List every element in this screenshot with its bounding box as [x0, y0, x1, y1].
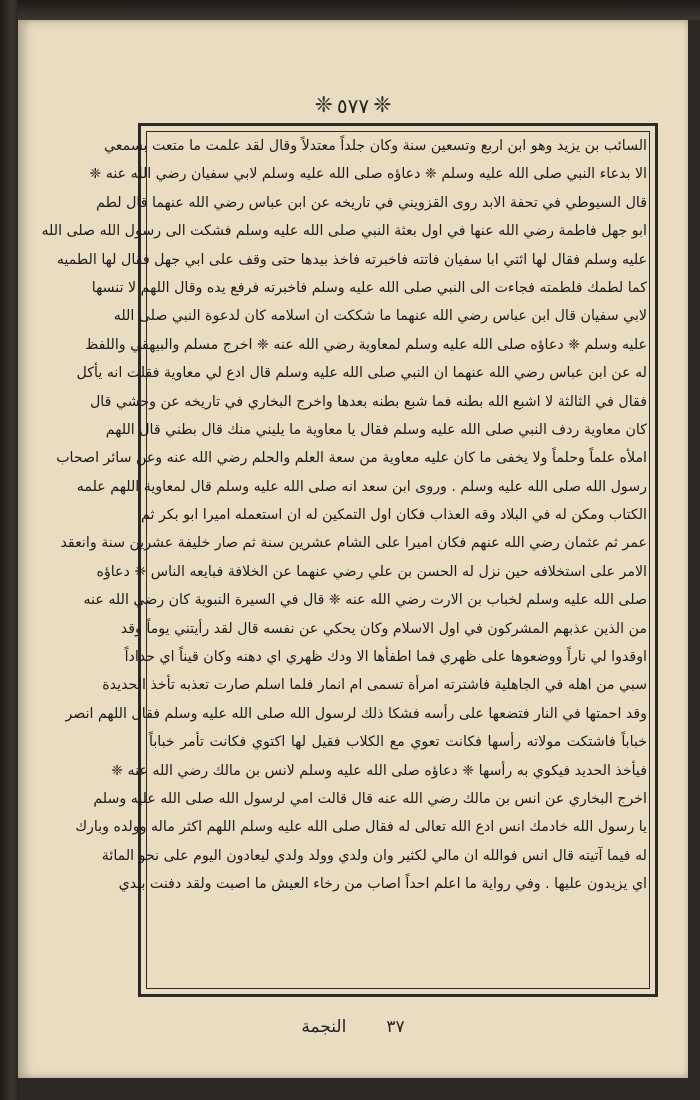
text-frame [41, 123, 658, 997]
text-line: عمر ثم عثمان رضي الله عنهم فكان اميرا على الشام عشرين سنة ثم صار خليفة عشرين سنة وانعقد [60, 535, 647, 552]
text-line: فيأخذ الحديد فيكوي به رأسها ❈ دعاؤه صلى الله عليه وسلم لانس بن مالك رضي الله عنه ❈ [111, 762, 647, 779]
page-footer [18, 1012, 688, 1042]
footer-title: النجمة [301, 1017, 347, 1037]
text-line: عليه وسلم فقال لها ائتي ابا سفيان فاتته فاخبرته فاخذ بيدها حتى وقف على ابي جهل فقال لها الطميه [56, 251, 647, 268]
text-line: من الذين عذبهم المشركون في اول الاسلام وكان يحكي عن نفسه قال لقد رأيتني يوماً وقد [120, 620, 647, 637]
ornament-left-icon: ❈ [314, 93, 333, 118]
text-line: لابي سفيان قال ابن عباس رضي الله عنهما ما شككت ان اسلامه كان لدعوة النبي صلى الله [113, 308, 647, 325]
text-line: فقال في الثالثة لا اشبع الله بطنه فما شبع بطنه بعدها واخرج البخاري في تاريخه عن وحشي قال [89, 393, 647, 410]
text-line: الا بدعاء النبي صلى الله عليه وسلم ❈ دعاؤه صلى الله عليه وسلم لابي سفيان رضي الله عنه ❈ [89, 166, 647, 183]
footer-signature: ٣٧ [386, 1017, 405, 1037]
page-top-edge [18, 0, 700, 20]
text-line: صلى الله عليه وسلم لخباب بن الارت رضي الله عنه ❈ قال في السيرة النبوية كان رضي الله عنه [83, 592, 647, 609]
text-line: السائب بن يزيد وهو ابن اربع وتسعين سنة وكان جلداً معتدلاً وقال لقد علمت ما متعت بسمعي [103, 138, 647, 154]
text-line: ابو جهل فاطمة رضي الله عنها في اول بعثة النبي صلى الله عليه وسلم فشكت الى رسول الله صلى الله [41, 223, 647, 240]
text-line: رسول الله صلى الله عليه وسلم . وروى ابن سعد انه صلى الله عليه وسلم قال لمعاوية اللهم علمه [76, 478, 647, 495]
text-line: قال السيوطي في تحفة الابد روى القزويني في تاريخه عن ابن عباس رضي الله عنهما قال لطم [96, 194, 647, 211]
text-line: كما لطمك فلطمته فجاءت الى النبي صلى الله عليه وسلم فاخبرته فرفع يده وقال اللهم لا تنسها [91, 279, 647, 296]
text-line: خباباً فاشتكت مولاته رأسها فكانت تعوي مع الكلاب فقيل لها اكتوي فكانت تأمر خباباً [149, 734, 647, 751]
text-line: يا رسول الله خادمك انس ادع الله تعالى له فقال صلى الله عليه وسلم اللهم اكثر ماله وولده وبارك [75, 819, 647, 836]
ornament-right-icon: ❈ [373, 93, 392, 118]
body-text [41, 132, 647, 988]
text-line: اوقدوا لي ناراً ووضعوها على ظهري فما اطفأها الا ودك ظهري اي دهنه وكان قيناً اي حداداً [124, 649, 647, 666]
text-line: الكتاب ومكن له في البلاد وقه العذاب فكان اول التمكين له ان استعمله اميرا ابو بكر ثم [141, 507, 647, 524]
text-line: وقد احمتها في النار فتضعها على رأسه فشكا ذلك لرسول الله صلى الله عليه وسلم فقال اللهم انصر [65, 705, 647, 722]
text-line: اخرج البخاري عن انس بن مالك رضي الله عنه قال قالت امي لرسول الله صلى الله عليه وسلم [93, 790, 647, 807]
text-line: اي يزيدون عليها . وفي رواية ما اعلم احداً اصاب من رخاء العيش ما اصبت ولقد دفنت بيدي [118, 876, 647, 893]
text-line: كان معاوية ردف النبي صلى الله عليه وسلم فقال يا معاوية ما يليني منك قال بطني قال اللهم [105, 421, 647, 438]
book-page [18, 20, 688, 1078]
book-spine [0, 0, 20, 1100]
page-number: ٥٧٧ [336, 94, 370, 118]
text-line: له عن ابن عباس رضي الله عنهما ان النبي صلى الله عليه وسلم قال ادع لي معاوية فقلت انه يأكل [76, 365, 647, 382]
text-line: عليه وسلم ❈ دعاؤه صلى الله عليه وسلم لمعاوية رضي الله عنه ❈ اخرج مسلم والبيهقي واللفظ [85, 336, 647, 353]
text-line: سبي من اهله في الجاهلية فاشترته امرأة تسمى ام انمار فلما اسلم صارت تعذبه تأخذ الحديدة [102, 677, 647, 694]
text-line: له فيما آتيته قال انس فوالله ان مالي لكثير وان ولدي وولد ولدي ليعادون اليوم على نحو المائة [101, 847, 647, 864]
text-line: املأه علماً وحلماً ولا يخفى ما كان عليه معاوية من سعة العلم والحلم رضي الله عنه وعن سائر اصحاب [56, 450, 647, 467]
page-header [18, 88, 688, 124]
text-line: الامر على استخلافه حين نزل له الحسن بن علي رضي عنهما عن الخلافة فبايعه الناس ❈ دعاؤه [96, 563, 647, 580]
